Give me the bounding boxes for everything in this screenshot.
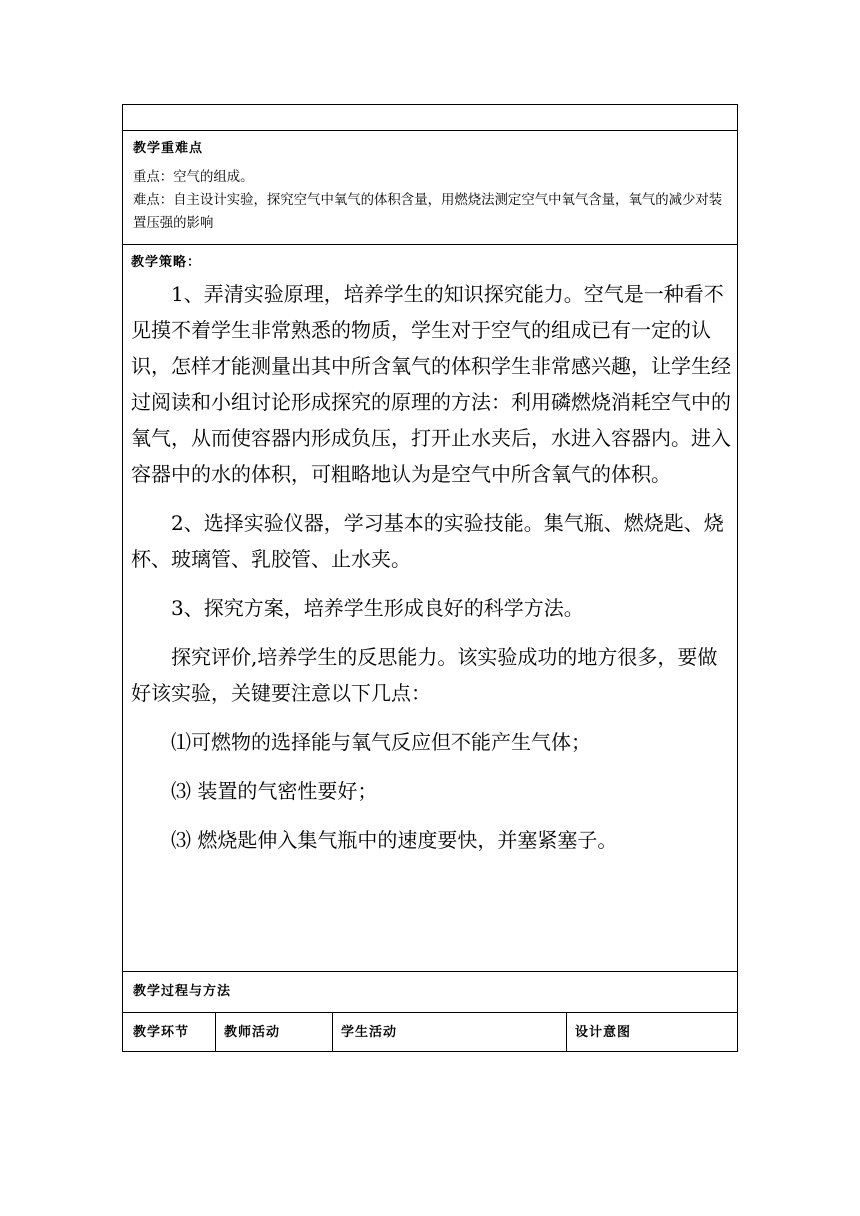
strategy-point-1: ⑴可燃物的选择能与氧气反应但不能产生气体； <box>171 730 591 754</box>
column-header: 设计意图 <box>575 1025 632 1040</box>
key-point-text: 重点：空气的组成。 <box>133 170 254 185</box>
process-header-row <box>123 1013 737 1051</box>
column-header: 教师活动 <box>224 1025 281 1040</box>
column-header: 学生活动 <box>341 1025 398 1040</box>
strategy-paragraph-4: 探究评价,培养学生的反思能力。该实验成功的地方很多，要做好该实验，关键要注意以下几点： <box>131 645 718 705</box>
column-divider <box>332 1013 333 1051</box>
empty-top-row <box>123 105 737 130</box>
process-section <box>123 972 737 1012</box>
strategy-paragraph-1: 1、弄清实验原理，培养学生的知识探究能力。空气是一种看不见摸不着学生非常熟悉的物质，学生对于空气的组成已有一定的认识，怎样才能测量出其中所含氧气的体积学生非常感兴趣，让学生经过阅读和小组讨论形成探究的原理的方法：利用磷燃烧消耗空气中的氧气，从而使容器内形成负压，打开止水夹后，水进入容器内。进入容器中的水的体积，可粗略地认为是空气中所含氧气的体积。 <box>131 282 731 486</box>
strategy-point-2: ⑶ 装置的气密性要好； <box>171 779 378 803</box>
difficulty-section <box>123 131 737 244</box>
strategy-section <box>123 245 737 971</box>
column-divider <box>566 1013 567 1051</box>
strategy-point-3: ⑶ 燃烧匙伸入集气瓶中的速度要快，并塞紧塞子。 <box>171 828 618 852</box>
hard-point-text: 难点：自主设计实验，探究空气中氧气的体积含量，用燃烧法测定空气中氧气含量，氧气的减少对装置压强的影响 <box>133 193 723 231</box>
difficulty-heading: 教学重难点 <box>133 141 204 156</box>
strategy-paragraph-2: 2、选择实验仪器，学习基本的实验技能。集气瓶、燃烧匙、烧杯、玻璃管、乳胶管、止水夹。 <box>131 511 724 571</box>
strategy-paragraph-3: 3、探究方案，培养学生形成良好的科学方法。 <box>171 596 584 620</box>
process-heading: 教学过程与方法 <box>133 984 232 999</box>
lesson-plan-table <box>122 104 738 1052</box>
column-divider <box>215 1013 216 1051</box>
column-header: 教学环节 <box>133 1025 190 1040</box>
strategy-heading: 教学策略： <box>131 255 202 270</box>
